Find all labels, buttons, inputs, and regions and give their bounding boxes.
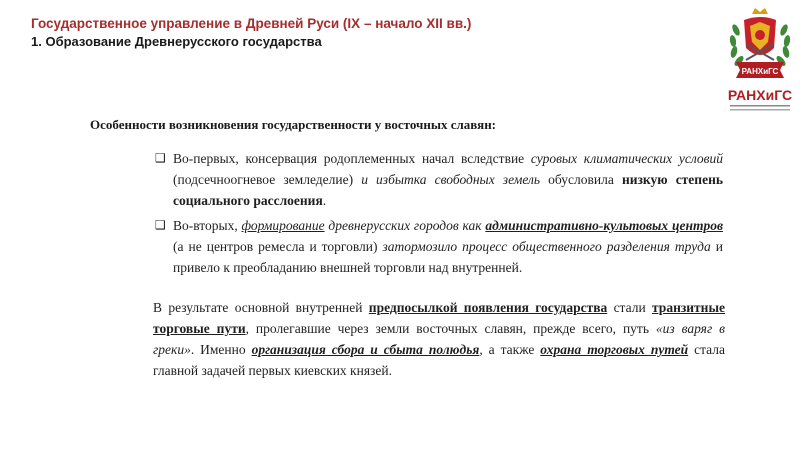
text-run-bold-italic-underline: организация сбора и сбыта полюдья	[251, 342, 480, 357]
list-item	[155, 215, 723, 278]
logo-wordmark: РАНХиГС	[727, 87, 793, 103]
logo-badge-text: РАНХиГС	[741, 67, 779, 76]
list-item	[155, 148, 723, 211]
text-run-bold-italic-underline: охрана торговых путей	[540, 342, 689, 357]
text-run: стала главной задачей первых киевских князей.	[153, 342, 726, 378]
bullet-list	[155, 148, 723, 282]
text-run: В результате основной внутренней	[153, 300, 369, 315]
text-run: .	[322, 193, 327, 208]
summary-paragraph	[153, 297, 725, 381]
text-run: и привело к преобладанию внешней торговли над внутренней.	[173, 239, 723, 275]
text-run-bold: низкую степень социального расслоения	[173, 172, 723, 208]
text-run-bold-underline: транзитные торговые пути	[153, 300, 725, 336]
section-heading: Особенности возникновения государственности у восточных славян:	[90, 117, 497, 132]
bullet-box-icon: ❑	[155, 151, 166, 165]
text-run: стали	[607, 300, 653, 315]
text-run: Во-первых, консервация родоплеменных начал вследствие	[173, 151, 531, 166]
slide-title: Государственное управление в Древней Руси (IX – начало XII вв.)	[31, 16, 472, 31]
text-run-italic: суровых климатических условий	[530, 151, 723, 166]
text-run-bold-italic-underline: административно-культовых центров	[485, 218, 723, 233]
text-run-italic: и избытка свободных земель	[361, 172, 541, 187]
text-run: Во-вторых,	[173, 218, 242, 233]
text-run-italic: «из варяг в греки»	[153, 321, 726, 357]
text-run: обусловила	[540, 172, 622, 187]
text-run: . Именно	[190, 342, 252, 357]
slide-subtitle: 1. Образование Древнерусского государства	[31, 34, 322, 49]
text-run-bold-underline: предпосылкой появления государства	[368, 300, 608, 315]
text-run: , а также	[479, 342, 541, 357]
text-run: , пролегавшие через земли восточных славян, прежде всего, путь	[245, 321, 656, 336]
bullet-box-icon: ❑	[155, 218, 166, 232]
text-run-italic: древнерусских городов как	[328, 218, 486, 233]
text-run: (а не центров ремесла и торговли)	[173, 239, 383, 254]
slide-header	[31, 15, 471, 51]
ranepa-emblem-icon	[724, 4, 796, 116]
text-run: (подсечноогневое земледелие)	[173, 172, 362, 187]
text-run-italic-underline: формирование	[241, 218, 325, 233]
text-run-italic: затормозило процесс общественного разделения труда	[382, 239, 711, 254]
